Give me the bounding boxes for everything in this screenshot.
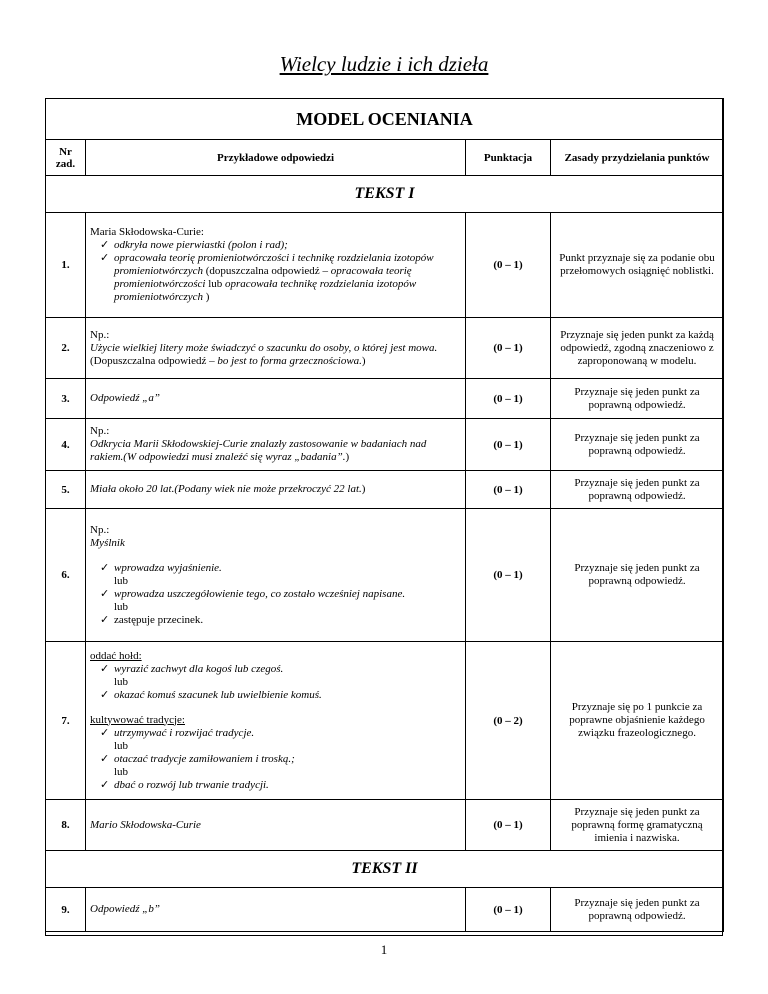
table-row [46,318,724,379]
answer-note-end: ) [345,451,350,463]
answer-phrase: kultywować tradycje: [90,713,185,726]
document-title: Wielcy ludzie i ich dzieła [279,52,489,76]
row-points: (0 – 1) [466,509,551,642]
row-nr: 5. [46,471,86,509]
check-icon: ✓ [100,252,110,264]
answer-text: Użycie wielkiej litery może świadczyć o szacunku do osoby, o której jest mowa. [90,341,438,354]
check-icon: ✓ [100,662,110,675]
row-rule: Przyznaje się jeden punkt za poprawną odpowiedź. [551,471,724,509]
row-answer: Odpowiedź „a” [86,379,466,419]
row-nr: 9. [46,888,86,932]
row-rule: Punkt przyznaje się za podanie obu przełomowych osiągnięć noblistki. [551,213,724,318]
answer-bullet: opracowała teorię promieniotwórczości i technikę rozdzielania izotopów promieniotwórczych [114,252,434,277]
row-points: (0 – 1) [466,318,551,379]
answer-bullet: wyrazić zachwyt dla kogoś lub czegoś. [114,662,284,675]
answer-alt: opracowała technikę rozdzielania izotopów promieniotwórczych [114,278,417,303]
answer-or: lub [114,600,129,613]
row-answer [86,213,466,318]
row-rule: Przyznaje się jeden punkt za poprawną odpowiedź. [551,419,724,471]
answer-bullet: dbać o rozwój lub trwanie tradycji. [114,778,269,791]
answer-np: Np.: [90,523,110,536]
answer-note-end: ) [361,483,366,495]
answer-bullet: okazać komuś szacunek lub uwielbienie komuś. [114,688,322,701]
page-number: 1 [380,942,388,957]
answer-bullet: wprowadza wyjaśnienie. [114,561,222,574]
table-row [46,471,724,509]
header-points: Punktacja [466,140,551,176]
answer-np: Np.: [90,425,110,437]
table-row [46,888,724,932]
row-nr: 3. [46,379,86,419]
row-points: (0 – 1) [466,419,551,471]
row-rule: Przyznaje się jeden punkt za poprawną formę gramatyczną imienia i nazwiska. [551,800,724,851]
row-points: (0 – 1) [466,213,551,318]
row-rule: Przyznaje się jeden punkt za poprawną odpowiedź. [551,509,724,642]
answer-bullet: odkryła nowe pierwiastki (polon i rad); [114,239,288,251]
answer-or: lub [205,278,226,290]
answer-note-end: ) [203,291,210,303]
model-title: MODEL OCENIANIA [46,99,724,140]
answer-note: (dopuszczalna odpowiedź – [203,265,331,277]
row-nr: 4. [46,419,86,471]
answer-np: Np.: [90,328,110,341]
header-nr: Nr zad. [46,140,86,176]
row-answer: Odpowiedź „b” [86,888,466,932]
row-points: (0 – 1) [466,379,551,419]
row-answer [86,419,466,471]
row-nr: 2. [46,318,86,379]
row-points: (0 – 2) [466,642,551,800]
row-rule: Przyznaje się jeden punkt za poprawną odpowiedź. [551,888,724,932]
row-answer [86,471,466,509]
row-nr: 8. [46,800,86,851]
table-row [46,509,724,642]
row-answer [86,318,466,379]
answer-or: lub [114,574,129,587]
row-rule: Przyznaje się jeden punkt za każdą odpowiedź, zgodną znaczeniowo z zaproponowaną w modelu. [551,318,724,379]
header-answers: Przykładowe odpowiedzi [86,140,466,176]
row-points: (0 – 1) [466,800,551,851]
answer-text: Odkrycia Marii Skłodowskiej-Curie znalazły zastosowanie w badaniach nad rakiem. [90,438,427,463]
answer-bullet: utrzymywać i rozwijać tradycje. [114,726,255,739]
table-row [46,800,724,851]
check-icon: ✓ [100,587,110,600]
table-row [46,642,724,800]
check-icon: ✓ [100,778,110,791]
table-row [46,379,724,419]
answer-intro: Maria Skłodowska-Curie: [90,226,204,238]
section-tekst-1: TEKST I [46,176,724,213]
check-icon: ✓ [100,752,110,765]
answer-bullet: zastępuje przecinek. [114,613,204,626]
row-rule: Przyznaje się jeden punkt za poprawną odpowiedź. [551,379,724,419]
answer-note: (Podany wiek nie może przekroczyć 22 lat. [174,483,362,495]
answer-note-end: ) [361,354,366,367]
row-points: (0 – 1) [466,471,551,509]
table-row [46,419,724,471]
row-nr: 6. [46,509,86,642]
answer-or: lub [114,765,129,778]
answer-or: lub [114,675,129,688]
answer-alt: bo jest to forma grzecznościowa. [217,354,362,367]
check-icon: ✓ [100,726,110,739]
grading-table [45,98,724,932]
row-nr: 7. [46,642,86,800]
answer-or: lub [114,739,129,752]
header-rules: Zasady przydzielania punktów [551,140,724,176]
answer-text: Miała około 20 lat. [90,483,175,495]
row-answer [86,509,466,642]
answer-alt: opracowała teorię promieniotwórczości [114,265,412,290]
check-icon: ✓ [100,613,110,626]
answer-bullet: otaczać tradycje zamiłowaniem i troską.; [114,752,295,765]
check-icon: ✓ [100,239,110,251]
row-rule: Przyznaje się po 1 punkcie za poprawne objaśnienie każdego związku frazeologicznego. [551,642,724,800]
answer-label: Myślnik [90,536,125,549]
row-points: (0 – 1) [466,888,551,932]
check-icon: ✓ [100,688,110,701]
answer-note: (Dopuszczalna odpowiedź – [90,354,218,367]
answer-bullet: wprowadza uszczegółowienie tego, co zostało wcześniej napisane. [114,587,406,600]
row-answer [86,642,466,800]
row-nr: 1. [46,213,86,318]
check-icon: ✓ [100,561,110,574]
answer-phrase: oddać hołd: [90,649,142,662]
row-answer: Mario Skłodowska-Curie [86,800,466,851]
table-row [46,213,724,318]
answer-note: (W odpowiedzi musi znaleźć się wyraz „badania”. [123,451,346,463]
section-tekst-2: TEKST II [46,851,724,888]
